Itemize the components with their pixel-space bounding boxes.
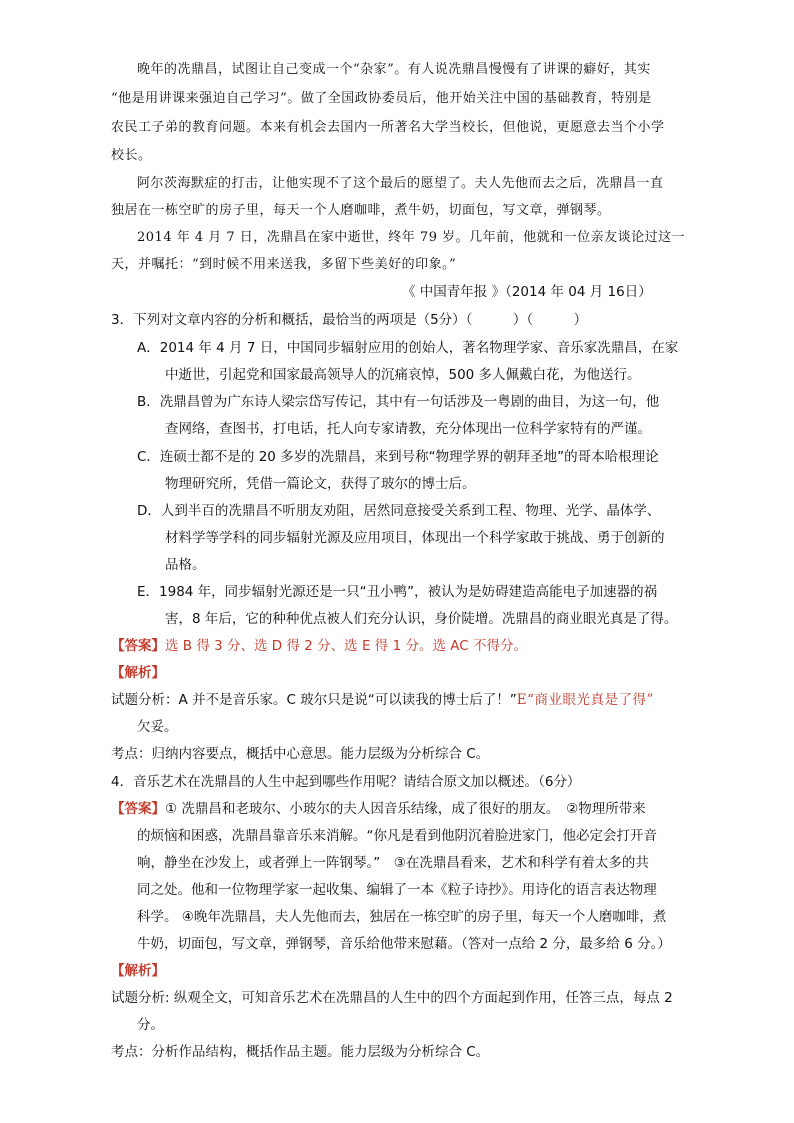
q3-option-e-line-2: 害，8 年后，它的种种优点被人们充分认识，身价陡增。冼鼎昌的商业眼光真是了得。 [165, 611, 678, 627]
article-paragraph-2-line-2: 独居在一栋空旷的房子里，每天一个人磨咖啡，煮牛奶，切面包，写文章，弹钢琴。 [111, 203, 611, 218]
q3-option-b-line-1: B．冼鼎昌曾为广东诗人梁宗岱写传记，其中有一句话涉及一粤剧的曲目，为这一句，他 [137, 394, 660, 410]
article-paragraph-1-line-1: 晚年的冼鼎昌，试图让自己变成一个“杂家”。有人说冼鼎昌慢慢有了讲课的癖好，其实 [137, 62, 651, 77]
q3-option-e-line-1: E．1984 年，同步辐射光源还是一只“丑小鸭”，被认为是妨碍建造高能电子加速器的祸 [137, 584, 658, 600]
q3-answer-label: 【答案】 [111, 638, 165, 654]
q3-option-d-line-2: 材料学等学科的同步辐射光源及应用项目，体现出一个科学家敢于挑战、勇于创新的 [165, 530, 665, 546]
q4-answer-label: 【答案】 [111, 801, 165, 817]
q3-option-b-line-2: 查网络，查图书，打电话，托人向专家请教，充分体现出一位科学家特有的严谨。 [165, 421, 651, 437]
q3-analysis-line-2: 欠妥。 [137, 719, 178, 735]
article-paragraph-3-line-1: 2014 年 4 月 7 日，冼鼎昌在家中逝世，终年 79 岁。几年前，他就和一位亲友谈论过这一 [137, 230, 686, 245]
q3-option-d-line-3: 品格。 [165, 557, 206, 573]
article-paragraph-2-line-1: 阿尔茨海默症的打击，让他实现不了这个最后的愿望了。夫人先他而去之后，冼鼎昌一直 [137, 176, 664, 191]
q4-answer-line-1 [111, 800, 646, 818]
q3-option-a-line-1: A．2014 年 4 月 7 日，中国同步辐射应用的创始人，著名物理学家、音乐家冼鼎昌，在家 [137, 340, 679, 356]
article-paragraph-1-line-2: “他是用讲课来强迫自己学习”。做了全国政协委员后，他开始关注中国的基础教育，特别是 [111, 91, 652, 106]
q3-analysis-label: 【解析】 [111, 665, 165, 681]
q3-analysis-line-1 [111, 691, 654, 709]
q4-answer-line-5: 科学。 ④晚年冼鼎昌，夫人先他而去，独居在一栋空旷的房子里，每天一个人磨咖啡，煮 [137, 909, 667, 925]
q3-option-c-line-1: C．连硕士都不是的 20 多岁的冼鼎昌，来到号称“物理学界的朝拜圣地”的哥本哈根理论 [137, 449, 659, 465]
q4-answer-line-2: 的烦恼和困惑，冼鼎昌靠音乐来消解。“你凡是看到他阴沉着脸进家门，他必定会打开音 [137, 828, 657, 844]
question-4-stem: 4．音乐艺术在冼鼎昌的人生中起到哪些作用呢？请结合原文加以概述。（6分） [111, 774, 581, 790]
q4-analysis-line-2: 分。 [137, 1017, 164, 1033]
q3-answer-text: 选 B 得 3 分、选 D 得 2 分、选 E 得 1 分。选 AC 不得分。 [165, 638, 527, 654]
article-paragraph-1-line-3: 农民工子弟的教育问题。本来有机会去国内一所著名大学当校长，但他说，更愿意去当个小学 [111, 120, 665, 135]
q3-answer [111, 637, 527, 655]
q3-exam-point: 考点：归纳内容要点，概括中心意思。能力层级为分析综合 C。 [111, 746, 490, 762]
q4-answer-text-1: ① 冼鼎昌和老玻尔、小玻尔的夫人因音乐结缘，成了很好的朋友。 ②物理所带来 [165, 801, 646, 817]
q3-analysis-text-a: 试题分析：A 并不是音乐家。C 玻尔只是说“可以读我的博士后了！” [111, 692, 517, 708]
q4-exam-point: 考点：分析作品结构，概括作品主题。能力层级为分析综合 C。 [111, 1044, 490, 1060]
q3-option-d-line-1: D．人到半百的冼鼎昌不听朋友劝阻，居然同意接受关系到工程、物理、光学、晶体学、 [137, 503, 661, 519]
question-3-stem: 3．下列对文章内容的分析和概括，最恰当的两项是（5分）（ ）（ ） [111, 312, 588, 328]
q4-answer-line-6: 牛奶，切面包，写文章，弹钢琴，音乐给他带来慰藉。（答对一点给 2 分，最多给 6 分。） [137, 936, 671, 952]
article-source: 《 中国青年报 》（2014 年 04 月 16日） [402, 284, 652, 300]
q4-answer-line-3: 响，静坐在沙发上，或者弹上一阵钢琴。” ③在冼鼎昌看来，艺术和科学有着太多的共 [137, 855, 649, 871]
q3-analysis-text-b: E“商业眼光真是了得” [516, 692, 654, 708]
q3-option-c-line-2: 物理研究所，凭借一篇论文，获得了玻尔的博士后。 [165, 476, 476, 492]
q4-analysis-line-1: 试题分析: 纵观全文，可知音乐艺术在冼鼎昌的人生中的四个方面起到作用，任答三点，每点 2 [111, 990, 673, 1006]
q4-answer-line-4: 同之处。他和一位物理学家一起收集、编辑了一本《粒子诗抄》。用诗化的语言表达物理 [137, 882, 657, 898]
q4-analysis-label: 【解析】 [111, 963, 165, 979]
article-paragraph-1-line-4: 校长。 [111, 148, 152, 163]
q3-option-a-line-2: 中逝世，引起党和国家最高领导人的沉痛哀悼，500 多人佩戴白花，为他送行。 [165, 367, 641, 383]
article-paragraph-3-line-2: 天，并嘱托：“到时候不用来送我，多留下些美好的印象。” [111, 257, 457, 272]
